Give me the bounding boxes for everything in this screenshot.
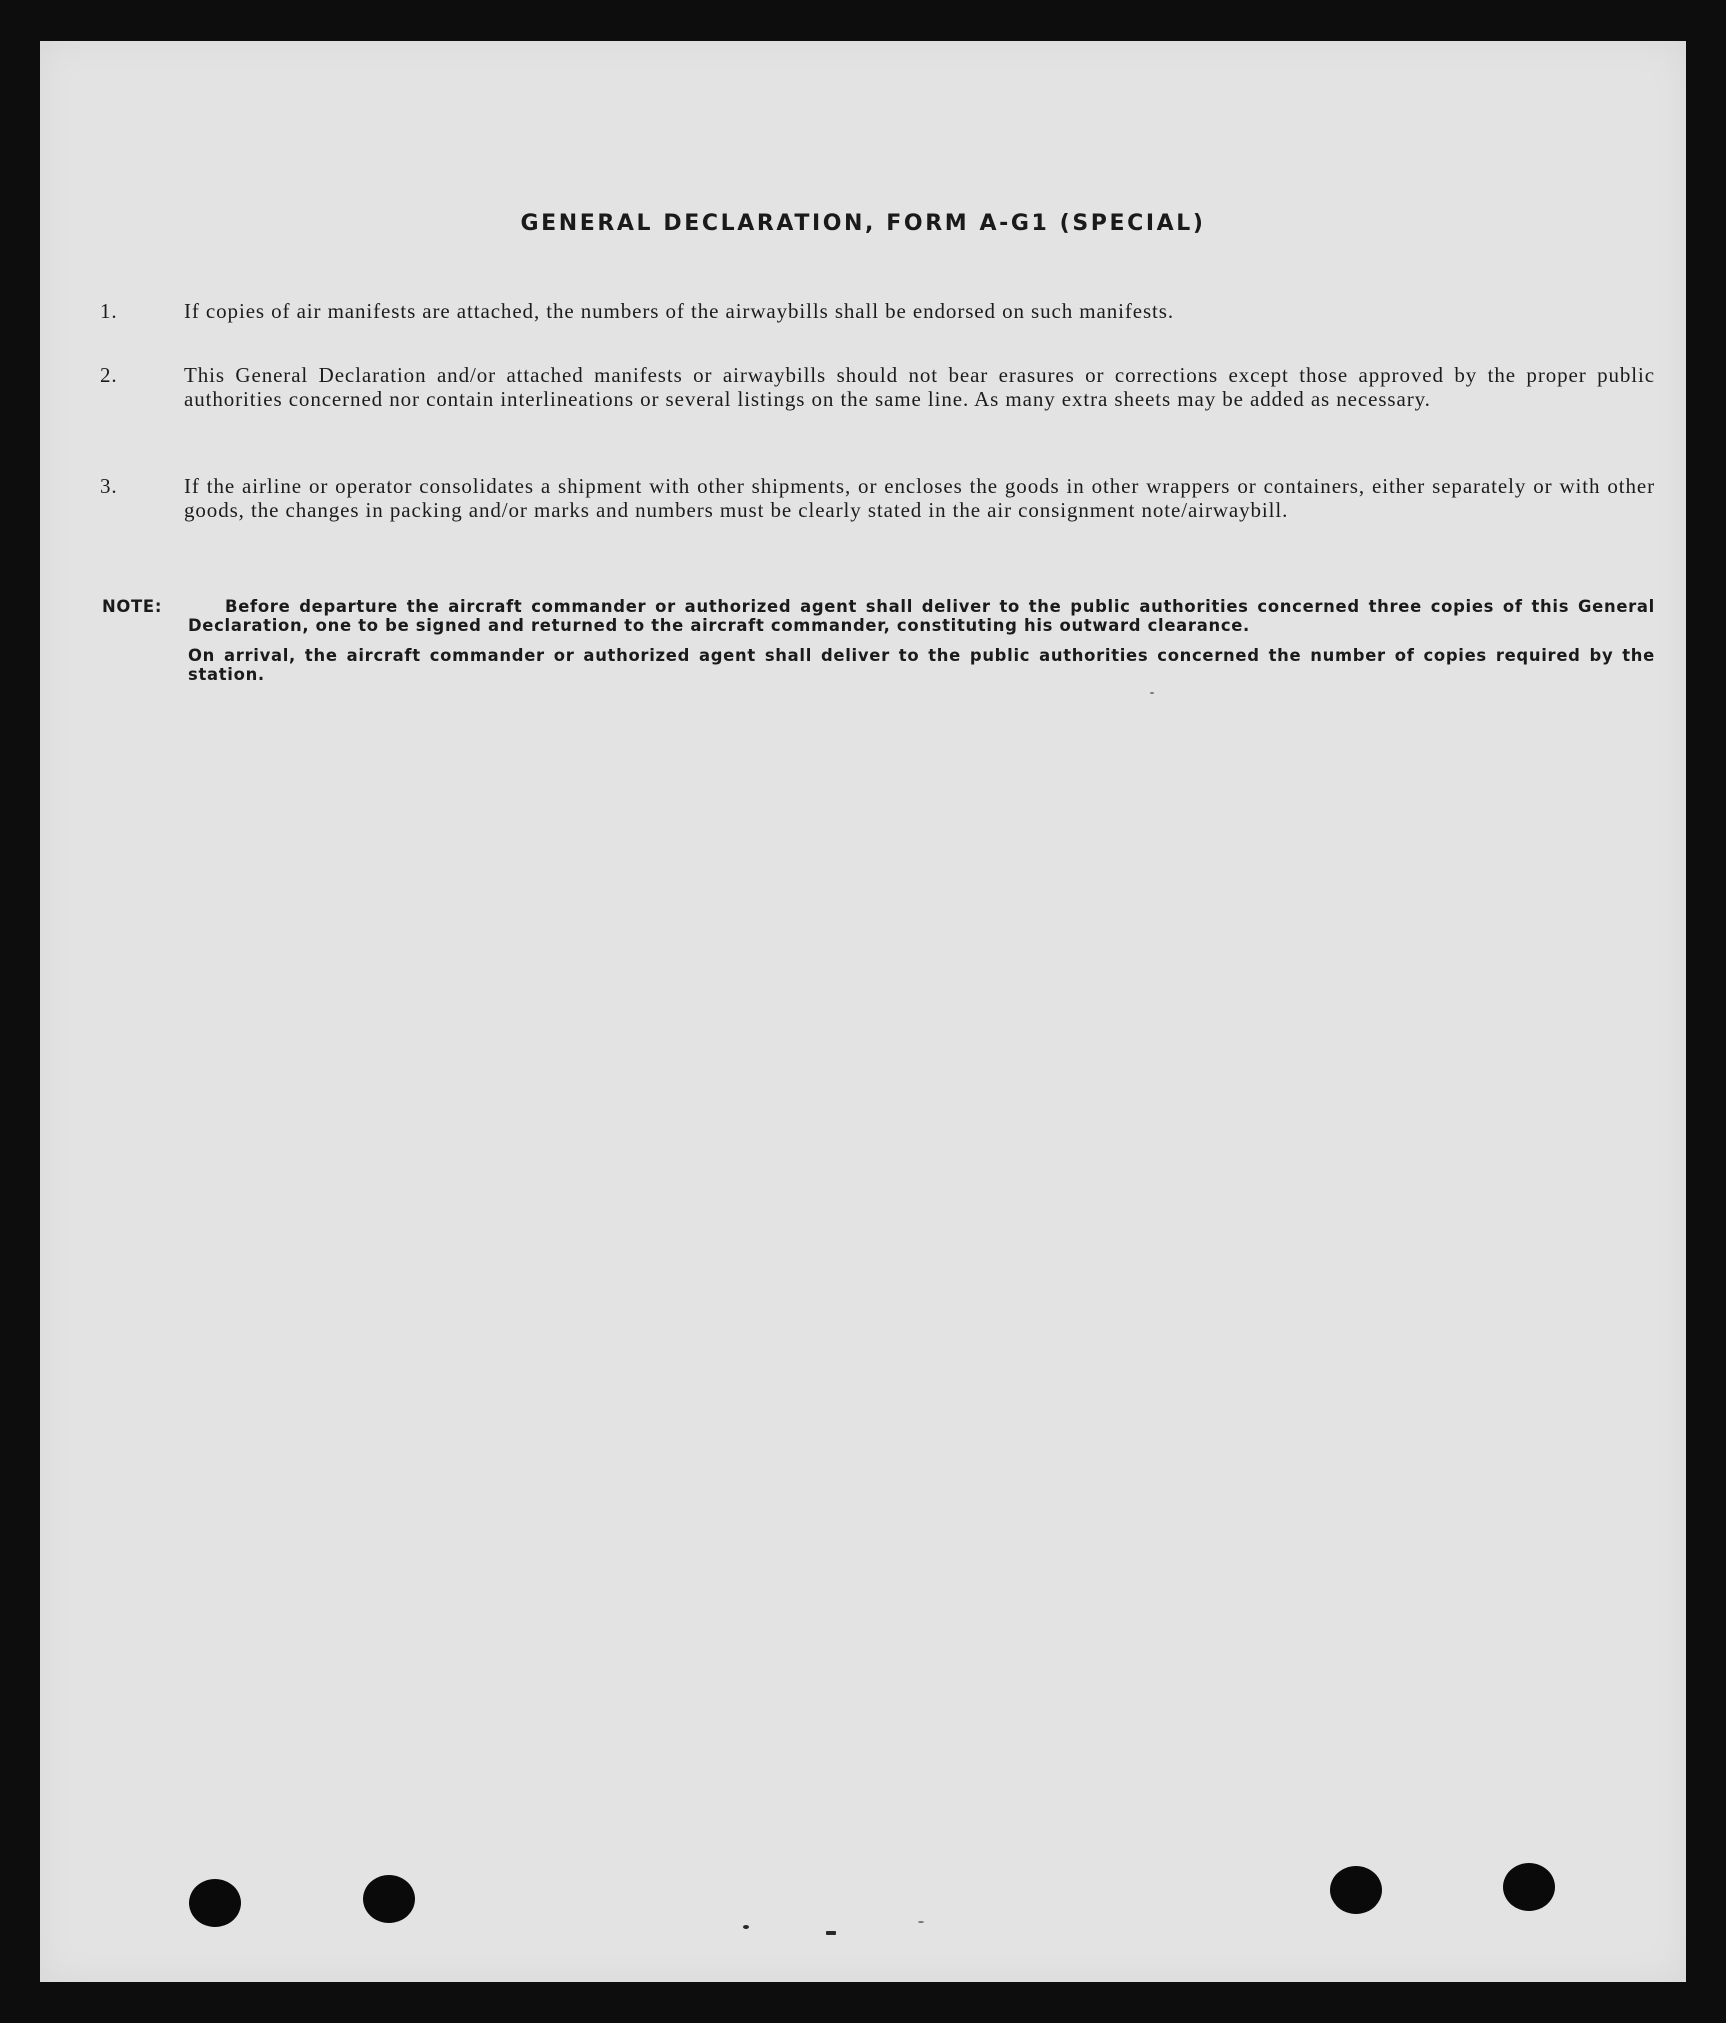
note-section bbox=[102, 597, 1655, 684]
item-text: If copies of air manifests are attached, the numbers of the airwaybills shall be endorsed on such manifests. bbox=[184, 299, 1174, 323]
scan-speck bbox=[743, 1925, 749, 1929]
document-title: GENERAL DECLARATION, FORM A-G1 (SPECIAL) bbox=[520, 211, 1206, 236]
instruction-item-1 bbox=[100, 299, 1655, 323]
item-number: 1. bbox=[100, 299, 118, 323]
punch-hole bbox=[1503, 1863, 1555, 1911]
scan-speck bbox=[826, 1931, 836, 1935]
punch-hole bbox=[189, 1879, 241, 1927]
scan-speck bbox=[918, 1921, 924, 1923]
instruction-item-2 bbox=[100, 363, 1655, 411]
document-page bbox=[40, 41, 1686, 1982]
item-number: 3. bbox=[100, 474, 118, 498]
scan-speck bbox=[1150, 692, 1154, 694]
punch-hole bbox=[1330, 1866, 1382, 1914]
item-number: 2. bbox=[100, 363, 118, 387]
note-paragraph-departure: Before departure the aircraft commander or authorized agent shall deliver to the public authorities concerned three copies of this General Declaration, one to be signed and returned to the aircraft commander, constituting his outward clearance. bbox=[188, 597, 1655, 635]
punch-hole bbox=[363, 1875, 415, 1923]
instruction-item-3 bbox=[100, 474, 1655, 522]
note-label: NOTE: bbox=[102, 597, 163, 616]
item-text: This General Declaration and/or attached manifests or airwaybills should not bear erasures or corrections except those approved by the proper public authorities concerned nor contain interlineations or several listings on the same line. As many extra sheets may be added as necessary. bbox=[184, 363, 1655, 411]
note-paragraph-arrival: On arrival, the aircraft commander or authorized agent shall deliver to the public authorities concerned the number of copies required by the station. bbox=[188, 646, 1655, 684]
item-text: If the airline or operator consolidates a shipment with other shipments, or encloses the goods in other wrappers or containers, either separately or with other goods, the changes in packing and/or marks and numbers must be clearly stated in the air consignment note/airwaybill. bbox=[184, 474, 1655, 522]
